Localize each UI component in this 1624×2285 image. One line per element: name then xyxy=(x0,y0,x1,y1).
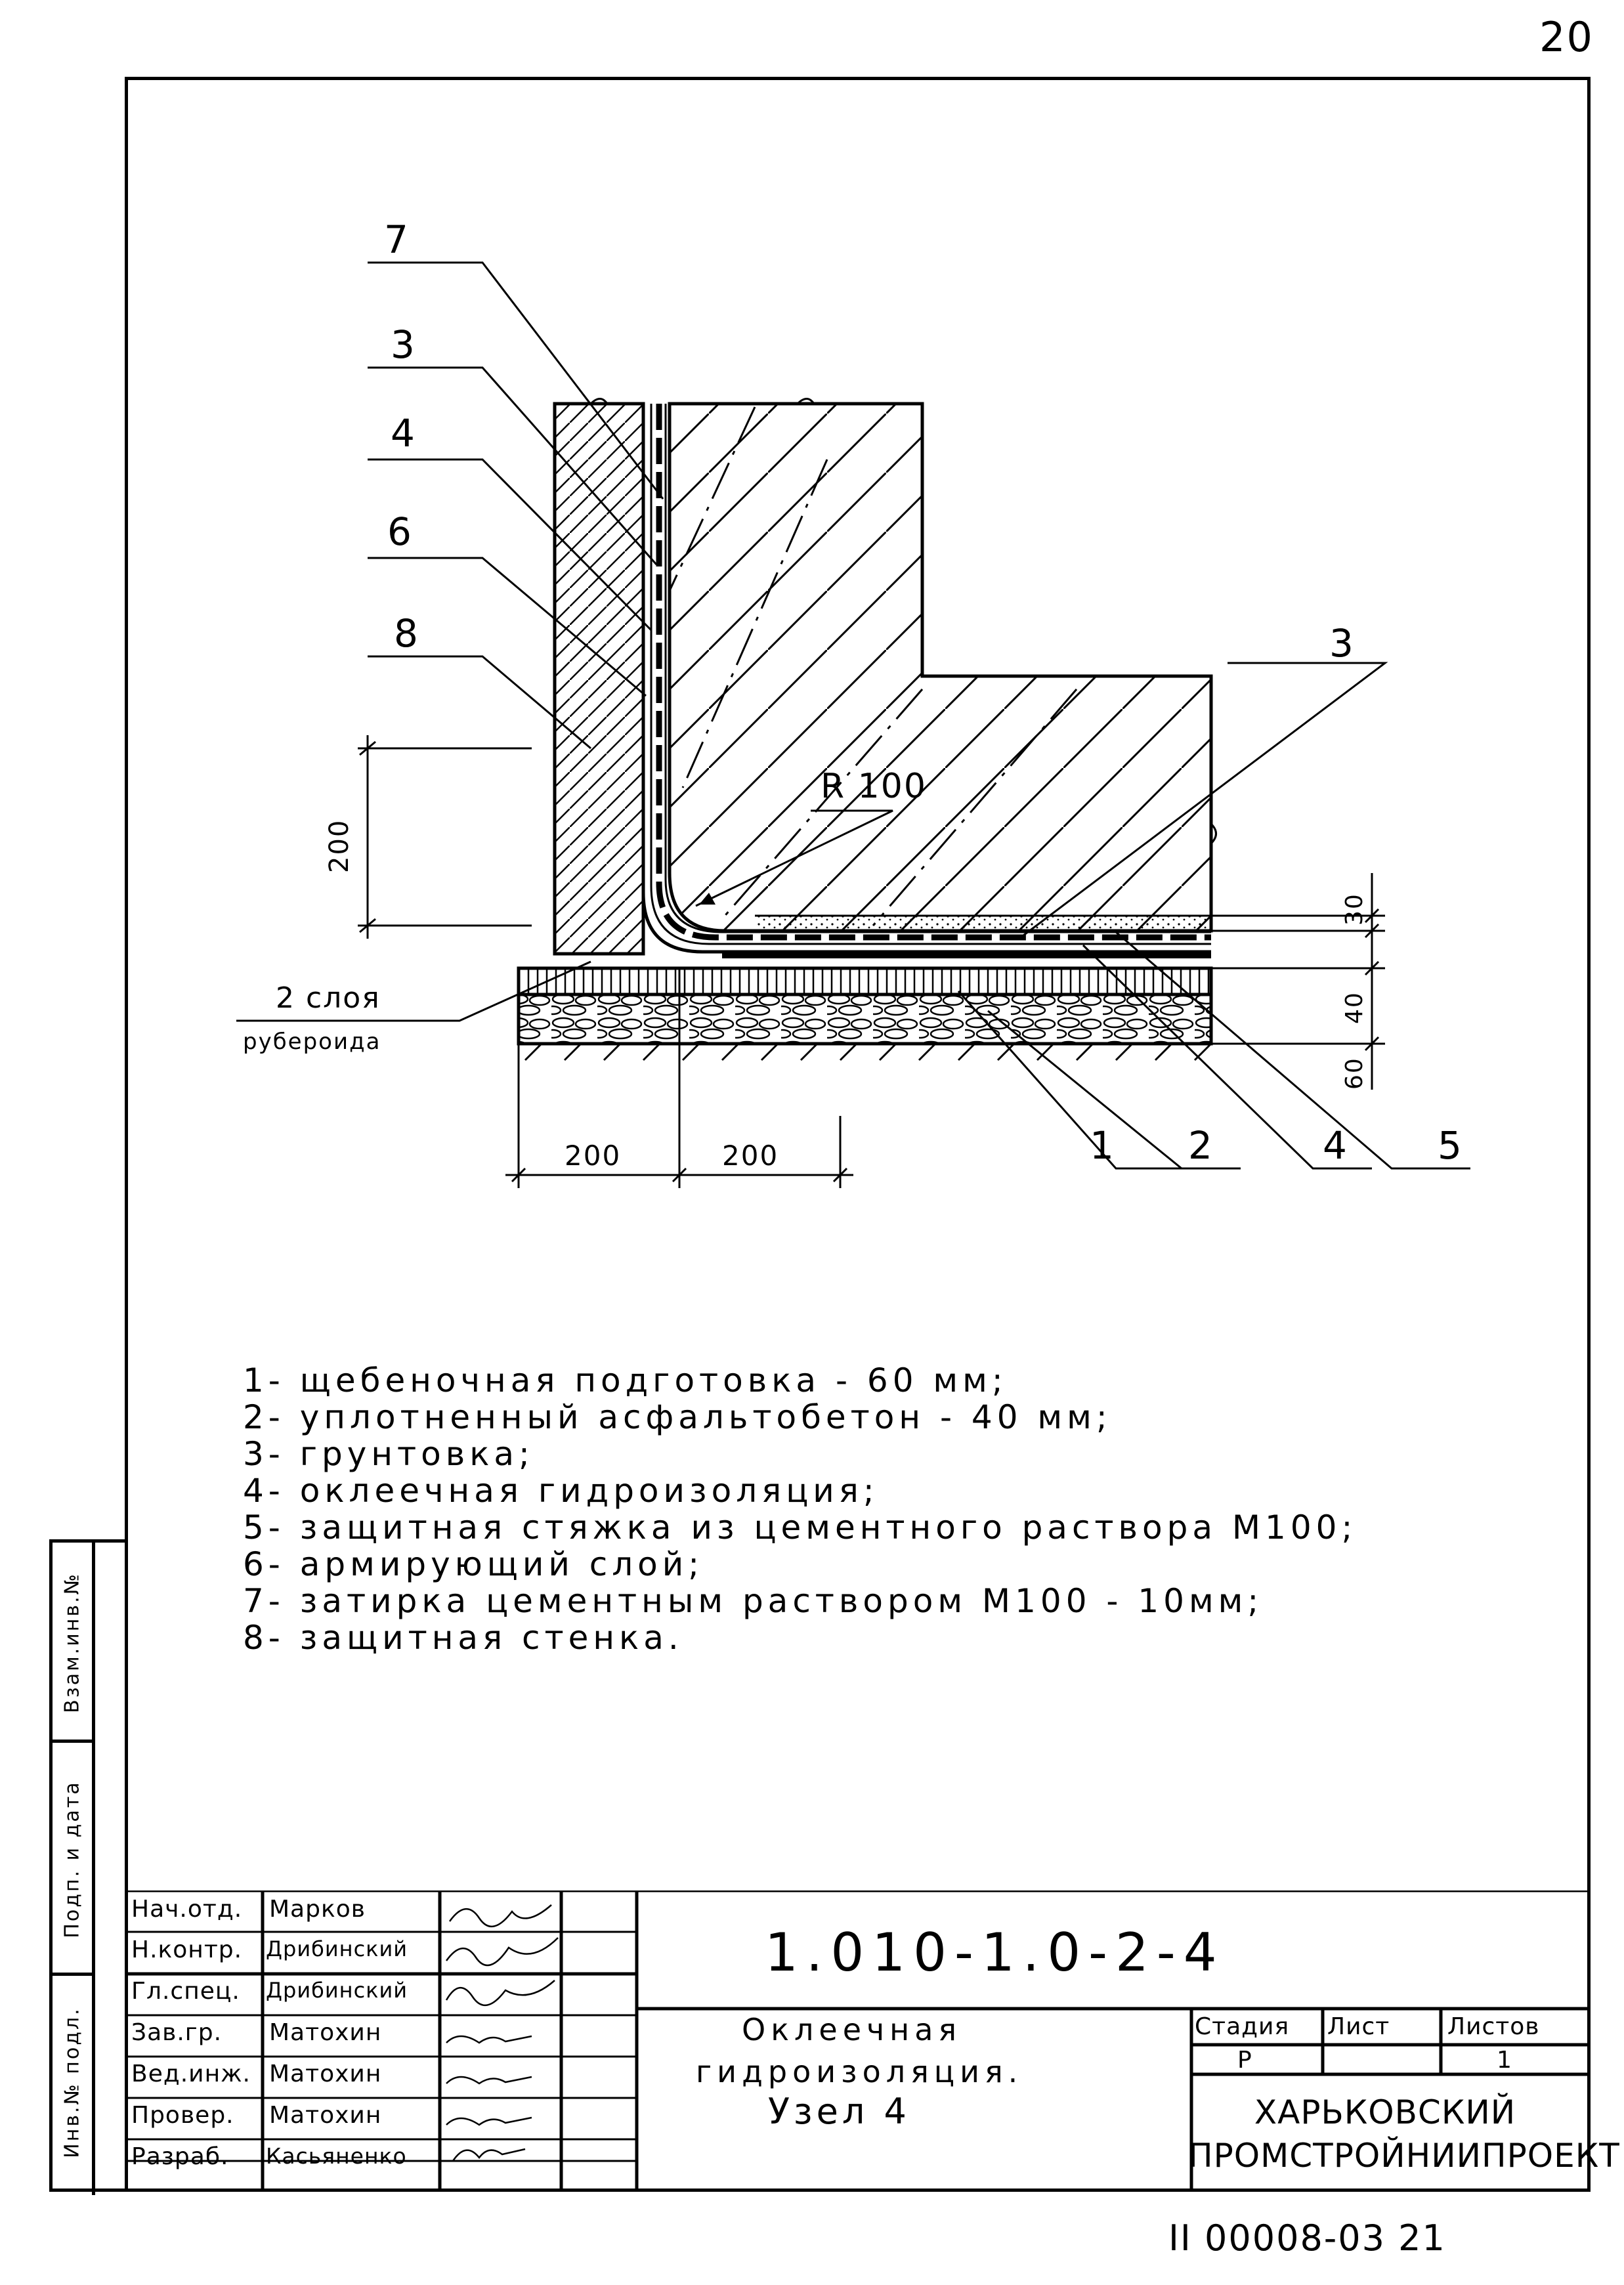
crushed-stone-layer xyxy=(519,994,1211,1044)
dim-60: 60 xyxy=(1341,1057,1368,1090)
dim-200-right: 200 xyxy=(722,1140,779,1172)
side-strip xyxy=(49,1539,125,2192)
stage-value: Р xyxy=(1237,2047,1252,2074)
page-number: 20 xyxy=(1539,13,1594,61)
node-label: Узел 4 xyxy=(768,2091,910,2132)
legend-item: 5- защитная стяжка из цементного раствора М100; xyxy=(243,1508,1357,1547)
radius-label: R 100 xyxy=(821,767,927,806)
concrete-structure xyxy=(670,404,1211,931)
callout-8: 8 xyxy=(394,611,419,656)
role-zav-gr: Зав.гр. xyxy=(131,2019,223,2046)
inv-label: Инв.№ подл. xyxy=(60,2007,84,2158)
podp-label: Подп. и дата xyxy=(60,1780,84,1938)
title-line-2: гидроизоляция. xyxy=(696,2054,1023,2089)
asphalt-layer xyxy=(519,968,1211,994)
callout-5: 5 xyxy=(1438,1123,1463,1168)
legend-item: 8- защитная стенка. xyxy=(243,1619,683,1657)
role-n-kontr: Н.контр. xyxy=(131,1936,243,1963)
vzam-label: Взам.инв.№ xyxy=(60,1572,84,1713)
name-razrab: Касьяненко xyxy=(266,2143,407,2169)
callout-3-right: 3 xyxy=(1329,621,1355,666)
org-line-1: ХАРЬКОВСКИЙ xyxy=(1254,2093,1516,2131)
dim-200-vertical: 200 xyxy=(324,819,354,873)
sheets-value: 1 xyxy=(1497,2047,1512,2074)
legend-item: 2- уплотненный асфальтобетон - 40 мм; xyxy=(243,1398,1112,1436)
name-gl-spec: Дрибинский xyxy=(266,1978,408,2003)
legend-item: 1- щебеночная подготовка - 60 мм; xyxy=(243,1361,1008,1399)
ruberoid-label-2: рубероида xyxy=(243,1029,381,1055)
name-zav-gr: Матохин xyxy=(269,2019,382,2046)
callout-6: 6 xyxy=(387,509,413,554)
legend-item: 6- армирующий слой; xyxy=(243,1545,704,1583)
name-nach-otd: Марков xyxy=(269,1896,366,1923)
ruberoid-label-1: 2 слоя xyxy=(276,981,381,1015)
title-line-1: Оклеечная xyxy=(742,2012,962,2047)
role-nach-otd: Нач.отд. xyxy=(131,1896,243,1923)
role-razrab: Разраб. xyxy=(131,2143,229,2170)
callout-7: 7 xyxy=(384,217,410,262)
role-ved-inzh: Вед.инж. xyxy=(131,2061,251,2087)
organization-name xyxy=(1188,2091,1620,2177)
document-title xyxy=(696,2009,1023,2093)
role-prover: Провер. xyxy=(131,2102,234,2129)
role-gl-spec: Гл.спец. xyxy=(131,1978,240,2005)
bottom-code: II 00008-03 21 xyxy=(1168,2217,1446,2259)
name-ved-inzh: Матохин xyxy=(269,2061,382,2087)
legend-item: 4- оклеечная гидроизоляция; xyxy=(243,1472,879,1510)
name-prover: Матохин xyxy=(269,2102,382,2129)
sheet-header: Лист xyxy=(1327,2013,1390,2040)
callout-4: 4 xyxy=(391,411,416,456)
callout-3-top: 3 xyxy=(391,322,416,367)
legend-item: 7- затирка цементным раствором М100 - 10мм; xyxy=(243,1582,1264,1620)
stage-header: Стадия xyxy=(1195,2013,1290,2040)
callout-1: 1 xyxy=(1090,1123,1115,1168)
callout-4-bottom: 4 xyxy=(1323,1123,1348,1168)
dim-200-left: 200 xyxy=(565,1140,622,1172)
name-n-kontr: Дрибинский xyxy=(266,1936,408,1961)
legend xyxy=(243,1362,1357,1656)
org-line-2: ПРОМСТРОЙНИИПРОЕКТ xyxy=(1188,2137,1620,2175)
sheets-header: Листов xyxy=(1447,2013,1540,2040)
legend-item: 3- грунтовка; xyxy=(243,1435,534,1473)
document-code: 1.010-1.0-2-4 xyxy=(765,1922,1225,1983)
callout-2: 2 xyxy=(1188,1123,1214,1168)
protective-wall xyxy=(555,404,643,954)
signatures-image xyxy=(440,1892,571,2168)
dim-40: 40 xyxy=(1341,991,1368,1024)
dim-30: 30 xyxy=(1341,893,1368,926)
